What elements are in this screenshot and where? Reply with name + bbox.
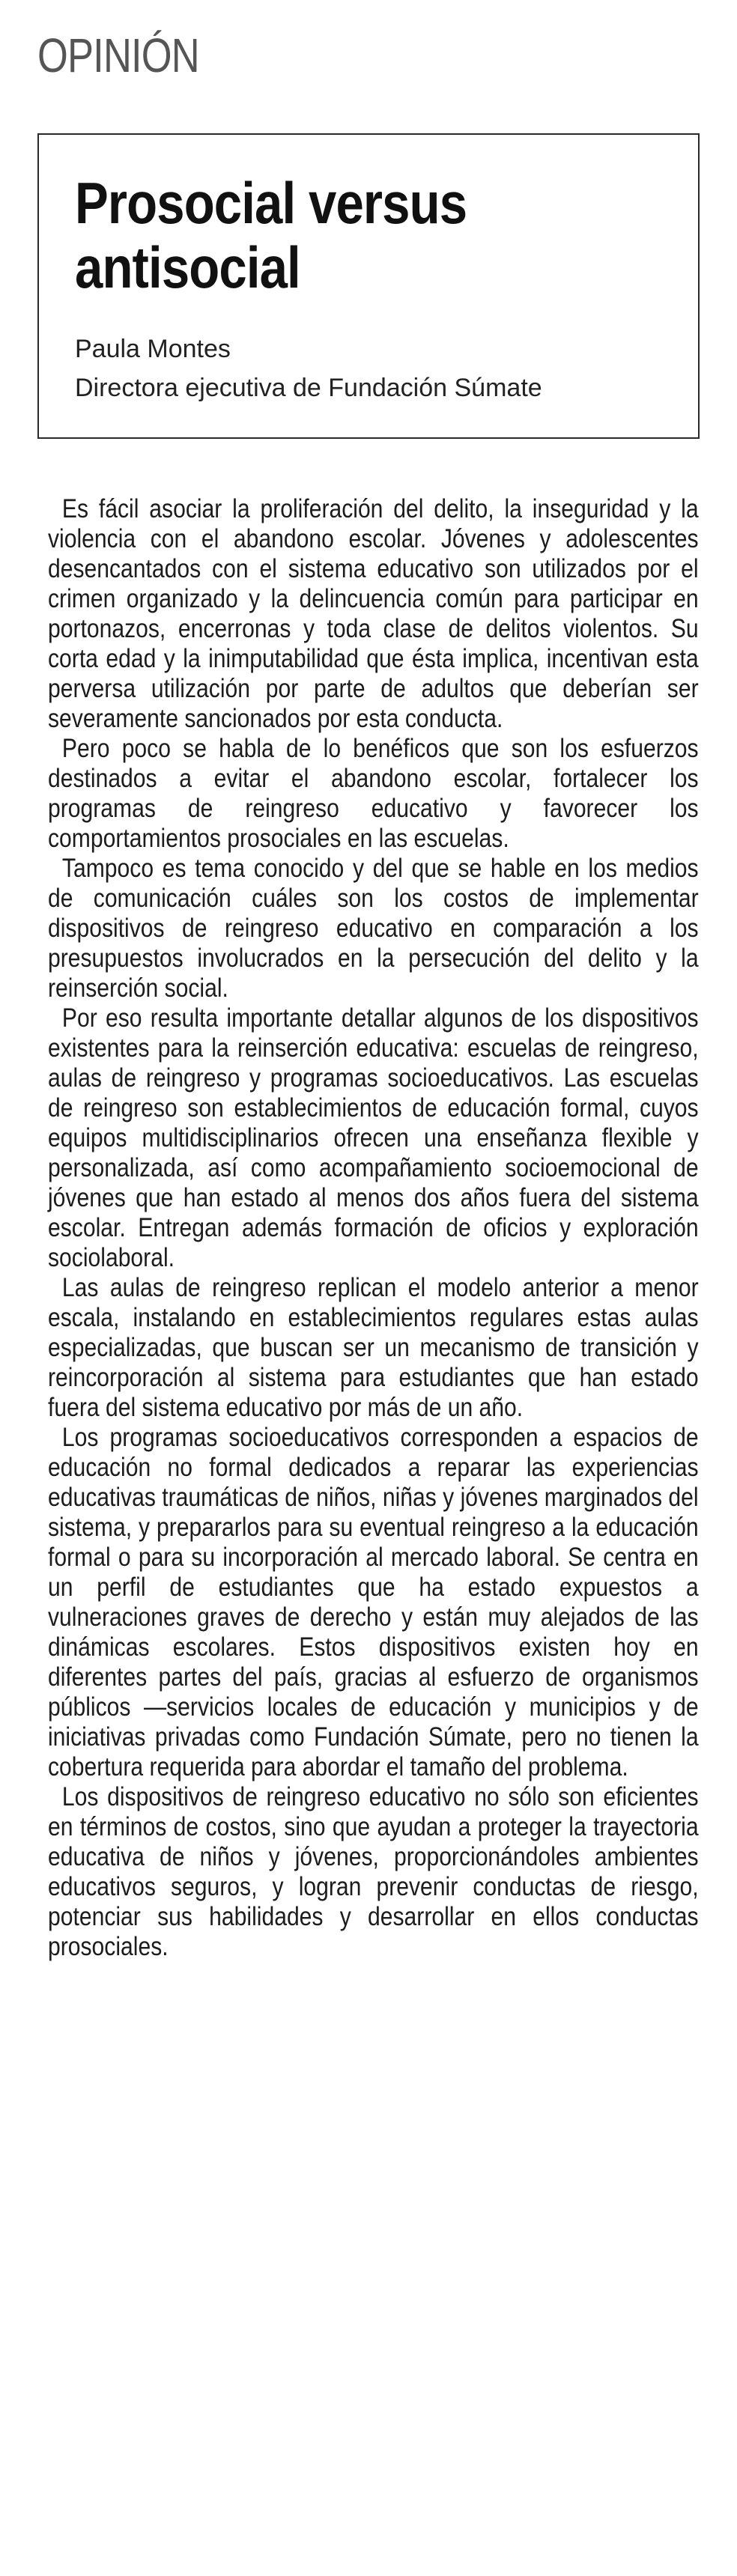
article-title: Prosocial versus antisocial — [75, 170, 467, 300]
author-role: Directora ejecutiva de Fundación Súmate — [75, 374, 542, 402]
article-paragraph: Por eso resulta importante detallar algunos de los dispositivos existentes para la reinserción educativa: escuelas de reingreso, aulas de reingreso y programas socioeducativos. Las escuelas de reingreso son establecimientos de educación formal, cuyos equipos multidisciplinarios ofrecen una enseñanza flexible y personalizada, así como acompañamiento socioemocional de jóvenes que han estado al menos dos años fuera del sistema escolar. Entregan además formación de oficios y exploración sociolaboral. — [48, 1003, 699, 1272]
article-header-box — [37, 133, 700, 439]
author-name: Paula Montes — [75, 335, 231, 363]
section-label: OPINIÓN — [37, 28, 199, 82]
article-paragraph: Los programas socioeducativos corresponden a espacios de educación no formal dedicados a reparar las experiencias educativas traumáticas de niños, niñas y jóvenes marginados del sistema, y prepararlos para su eventual reingreso a la educación formal o para su incorporación al mercado laboral. Se centra en un perfil de estudiantes que ha estado expuestos a vulneraciones graves de derecho y están muy alejados de las dinámicas escolares. Estos dispositivos existen hoy en diferentes partes del país, gracias al esfuerzo de organismos públicos —servicios locales de educación y municipios y de iniciativas privadas como Fundación Súmate, pero no tienen la cobertura requerida para abordar el tamaño del problema. — [48, 1423, 699, 1781]
article-body — [48, 494, 699, 1962]
article-paragraph: Las aulas de reingreso replican el modelo anterior a menor escala, instalando en establecimientos regulares estas aulas especializadas, que buscan ser un mecanismo de transición y reincorporación al sistema para estudiantes que han estado fuera del sistema educativo por más de un año. — [48, 1273, 699, 1422]
article-paragraph: Pero poco se habla de lo benéficos que son los esfuerzos destinados a evitar el abandono escolar, fortalecer los programas de reingreso educativo y favorecer los comportamientos prosociales en las escuelas. — [48, 734, 699, 853]
article-paragraph: Tampoco es tema conocido y del que se hable en los medios de comunicación cuáles son los costos de implementar dispositivos de reingreso educativo en comparación a los presupuestos involucrados en la persecución del delito y la reinserción social. — [48, 854, 699, 1003]
article-paragraph: Los dispositivos de reingreso educativo no sólo son eficientes en términos de costos, sino que ayudan a proteger la trayectoria educativa de niños y jóvenes, proporcionándoles ambientes educativos seguros, y logran prevenir conductas de riesgo, potenciar sus habilidades y desarrollar en ellos conductas prosociales. — [48, 1782, 699, 1961]
article-paragraph: Es fácil asociar la proliferación del delito, la inseguridad y la violencia con el abandono escolar. Jóvenes y adolescentes desencantados con el sistema educativo son utilizados por el crimen organizado y la delincuencia común para participar en portonazos, encerronas y toda clase de delitos violentos. Su corta edad y la inimputabilidad que ésta implica, incentivan esta perversa utilización por parte de adultos que deberían ser severamente sancionados por esta conducta. — [48, 494, 699, 733]
